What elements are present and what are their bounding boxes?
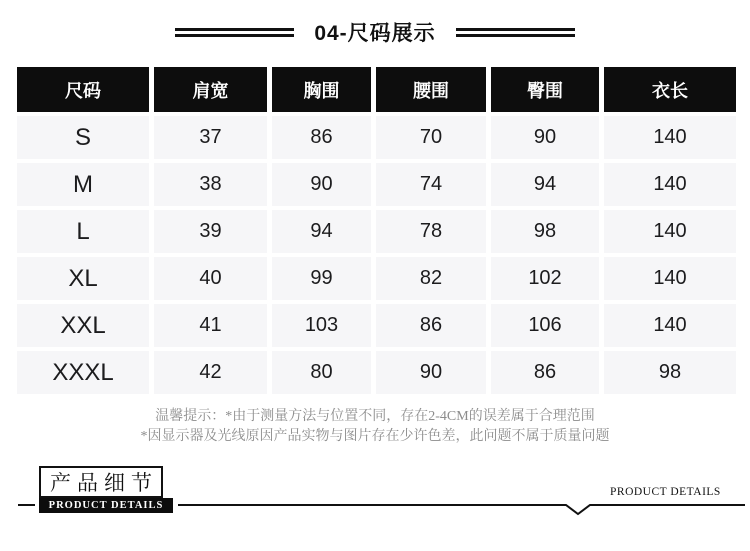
table-row: [17, 351, 736, 394]
table-cell: 99: [272, 257, 371, 300]
table-cell: 82: [376, 257, 486, 300]
table-cell: 74: [376, 163, 486, 206]
size-label: M: [17, 163, 149, 206]
note-line-1: 温馨提示：*由于测量方法与位置不同，存在2-4CM的误差属于合理范围: [155, 409, 595, 424]
table-cell: 86: [376, 304, 486, 347]
page-title: 04-尺码展示: [314, 22, 436, 45]
column-header-hip: 臀围: [491, 67, 599, 112]
column-header-bust: 胸围: [272, 67, 371, 112]
size-label: XXXL: [17, 351, 149, 394]
table-row: [17, 257, 736, 300]
badge-title-en: PRODUCT DETAILS: [39, 498, 173, 513]
title-section: [0, 20, 750, 44]
table-cell: 90: [376, 351, 486, 394]
table-cell: 86: [272, 116, 371, 159]
table-cell: 86: [491, 351, 599, 394]
table-cell: 140: [604, 163, 736, 206]
measurement-notes: [0, 407, 750, 446]
footer-right-label: PRODUCT DETAILS: [610, 486, 721, 498]
table-cell: 70: [376, 116, 486, 159]
title-divider-right: [456, 28, 575, 37]
table-cell: 42: [154, 351, 267, 394]
size-label: XXL: [17, 304, 149, 347]
table-cell: 90: [272, 163, 371, 206]
note-line-2: *因显示器及光线原因产品实物与图片存在少许色差，此问题不属于质量问题: [140, 428, 610, 444]
table-row: [17, 210, 736, 253]
table-cell: 140: [604, 304, 736, 347]
table-row: [17, 163, 736, 206]
size-table-header-row: [17, 67, 736, 112]
table-cell: 140: [604, 116, 736, 159]
size-label: XL: [17, 257, 149, 300]
table-cell: 39: [154, 210, 267, 253]
table-cell: 102: [491, 257, 599, 300]
badge-title-cn: 产品细节: [39, 466, 163, 498]
size-label: L: [17, 210, 149, 253]
title-divider-left: [175, 28, 294, 37]
column-header-waist: 腰围: [376, 67, 486, 112]
table-cell: 103: [272, 304, 371, 347]
table-cell: 90: [491, 116, 599, 159]
table-cell: 94: [272, 210, 371, 253]
table-cell: 94: [491, 163, 599, 206]
size-table: [12, 63, 741, 398]
size-label: S: [17, 116, 149, 159]
column-header-length: 衣长: [604, 67, 736, 112]
table-cell: 98: [491, 210, 599, 253]
table-cell: 78: [376, 210, 486, 253]
footer-divider-line: [0, 495, 750, 520]
table-cell: 140: [604, 210, 736, 253]
table-cell: 80: [272, 351, 371, 394]
table-row: [17, 304, 736, 347]
table-cell: 40: [154, 257, 267, 300]
table-cell: 37: [154, 116, 267, 159]
table-cell: 106: [491, 304, 599, 347]
table-row: [17, 116, 736, 159]
table-cell: 140: [604, 257, 736, 300]
table-cell: 41: [154, 304, 267, 347]
table-cell: 98: [604, 351, 736, 394]
table-cell: 38: [154, 163, 267, 206]
column-header-shoulder: 肩宽: [154, 67, 267, 112]
column-header-size: 尺码: [17, 67, 149, 112]
